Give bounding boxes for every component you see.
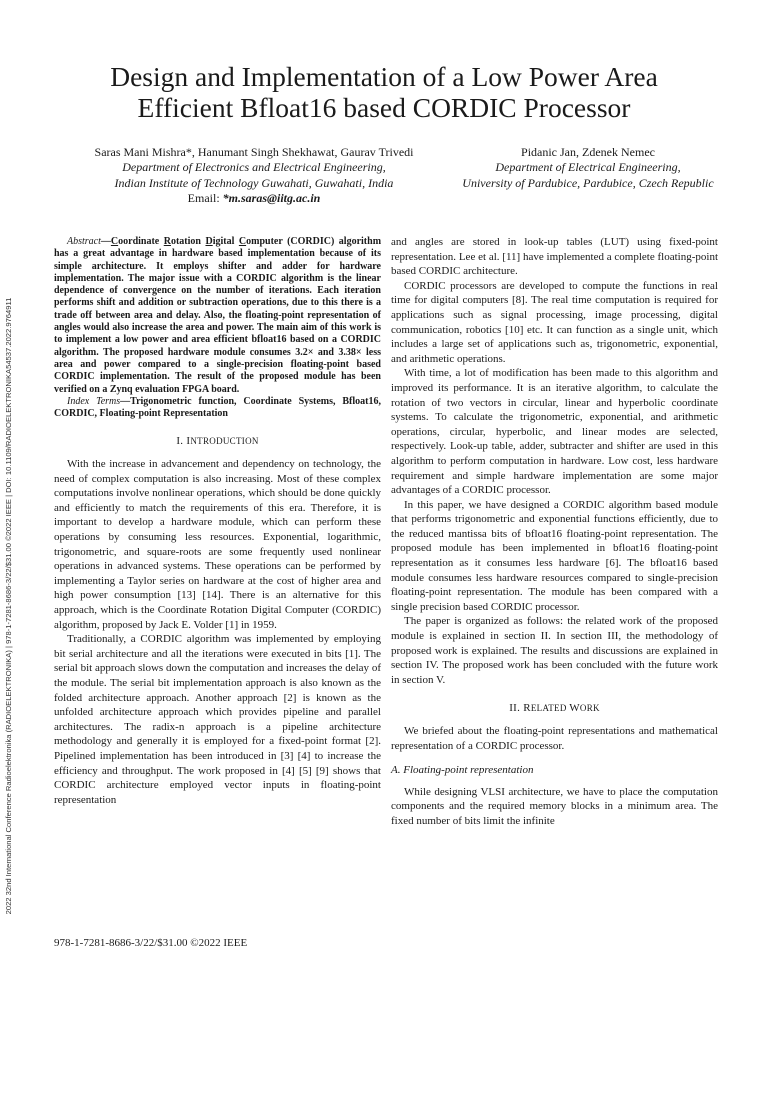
section-heading-introduction <box>54 434 381 449</box>
right-column <box>391 235 718 829</box>
heading-initial-r: R <box>523 702 531 715</box>
section-number: II. <box>509 702 524 715</box>
heading-rest-ork: ORK <box>579 703 600 714</box>
acronym-r: R <box>163 236 171 247</box>
affiliation-left <box>54 145 454 207</box>
email-line <box>54 191 454 206</box>
department-left: Department of Electronics and Electrical Engineering, <box>122 160 386 175</box>
heading-rest: NTRODUCTION <box>190 436 259 447</box>
email-label: Email: <box>187 191 223 206</box>
abstract-body: algorithm has a great advantage in hardware based implementation because of its simple architecture. It employs shifter and adder for hardware implementation. The major issue with a CORDIC algorithm is the linear dependence of convergence on the number of iterations. Each iteration performs shift and addition or subtraction operations, due to this there is a trade off between area and delay. Also, the floating-point representation of angles would also increase the area and power. The main aim of this work is to implement a low power and area efficient bfloat16 based on a CORDIC algorithm. The proposed hardware module consumes 3.2× and 3.38× less area and power compared to a single-precision floating-point based CORDIC implementation. The result of the proposed module has been verified on a Zynq evaluation FPGA board. <box>54 236 382 395</box>
right-paragraph-5: The paper is organized as follows: the related work of the proposed module is explained in section II. In section III, the methodology of proposed work is explained. The results and discussions are explained in section IV. The proposed work has been concluded with the future work in section V. <box>391 615 718 686</box>
left-column <box>54 236 381 807</box>
author-names-left: Saras Mani Mishra*, Hanumant Singh Shekhawat, Gaurav Trivedi <box>94 145 414 159</box>
institution-right: University of Pardubice, Pardubice, Czech Republic <box>462 175 714 190</box>
right-paragraph-3: With time, a lot of modification has been made to this algorithm and improved its performance. It is an iterative algorithm, to calculate the rotation of two vectors in circular, linear and hyperbolic coordinate systems. To calculate the trigonometric, exponential, and arithmetic operations, circular, hyperbolic, and linear modes are selected, respectively. Look-up table, adder, subtracter and shifter are used in this algorithm to perform computation in hardware. Low cost, less hardware requirement and simple hardware implementation are some major advantages of a CORDIC processor. <box>391 367 718 497</box>
floating-point-paragraph-1: While designing VLSI architecture, we have to place the computation components and the required memory blocks in a minimum area. The fixed number of bits limit the infinite <box>391 785 718 827</box>
acronym-c2: C <box>238 236 247 247</box>
department-right: Department of Electrical Engineering, <box>495 160 681 175</box>
index-terms <box>54 396 381 421</box>
author-names-right: Pidanic Jan, Zdenek Nemec <box>521 145 655 159</box>
acronym-d: D <box>205 236 213 247</box>
heading-initial: I <box>186 435 191 448</box>
abstract-lead: Abstract <box>67 236 101 247</box>
right-paragraph-1: and angles are stored in look-up tables (LUT) using fixed-point representation. Lee et al. [11] have implemented a complete floating-point based CORDIC architecture. <box>391 236 718 278</box>
abstract-dash: — <box>100 236 111 247</box>
acronym-otation: otation <box>170 236 206 247</box>
subsection-heading-floating-point: A. Floating-point representation <box>391 764 534 777</box>
section-heading-related-work <box>391 701 718 716</box>
institution-left: Indian Institute of Technology Guwahati, Guwahati, India <box>114 175 394 190</box>
index-terms-body: —Trigonometric function, Coordinate Systems, Bfloat16, CORDIC, Floating-point Representation <box>54 395 381 420</box>
acronym-omputer: omputer (CORDIC) <box>246 236 335 247</box>
intro-paragraph-1: With the increase in advancement and dependency on technology, the need of complex computation is also increasing. Most of these complex computations involve nonlinear operations, which should be done quickly and efficiently to match the requirements of this era. Therefore, it is important to develop a hardware module, which can perform these operations by consuming less resources. Exponential, logarithmic, trigonometric, and square-roots are some frequently used nonlinear operations in advanced systems. These operations can be performed by implementing a Taylor series on hardware at the cost of higher area and high power consumption [13] [14]. There is an alternative for this approach, which is the Coordinate Rotation Digital Computer (CORDIC) algorithm, proposed by Jack E. Volder [1] in 1959. <box>54 458 381 631</box>
intro-paragraph-2: Traditionally, a CORDIC algorithm was implemented by employing bit serial architecture and all the iterations were executed in bits [1]. The serial bit approach slows down the computation and increases the delay of the module. The serial bit implementation approach is also known as the folded architecture approach. Another approach [2] is known as the unfolded architecture approach which provides pipeline and parallel architectures. The radix-n approach is a pipeline architecture methodology and generally it is employed for a fixed-point format [2]. Pipelined implementation has been introduced in [3] [4] to increase the efficiency and throughput. The work proposed in [4] [5] [9] shows that CORDIC architecture employed vector inputs in floating-point representation <box>54 633 381 806</box>
abstract <box>54 236 381 396</box>
related-paragraph-1: We briefed about the floating-point representations and mathematical representation of a CORDIC processor. <box>391 725 718 752</box>
paper-title <box>40 61 728 123</box>
heading-rest-elated: ELATED <box>530 703 570 714</box>
heading-initial-w: W <box>569 702 580 715</box>
acronym-oordinate: oordinate <box>118 236 164 247</box>
side-margin-citation: 2022 32nd International Conference Radioelektronika (RADIOELEKTRONIKA) | 978-1-7281-8686-3/22/$31.00 ©2022 IEEE | DOI: 10.1109/RADIOELEKTRONIKA54537.2022.9764911 <box>4 297 13 915</box>
section-number: I. <box>176 435 187 448</box>
title-line-2: Efficient Bfloat16 based CORDIC Processor <box>137 92 631 123</box>
right-paragraph-2: CORDIC processors are developed to compute the functions in real time for digital computers [8]. The real time computation is required for applications such as signal processing, image processing, digital communication, robotics [10] etc. It can function as a single unit, which includes a large set of applications such as, trigonometric, exponential, and arithmetic operations. <box>391 279 718 365</box>
acronym-igital: igital <box>212 236 239 247</box>
right-paragraph-4: In this paper, we have designed a CORDIC algorithm based module that performs trigonometric and exponential functions efficiently, due to the reduced mantissa bits of bfloat16 floating-point representation. The proposed module has been implemented in bfloat16 floating-point representation as it consumes less hardware [6]. The bfloat16 based module consumes less hardware resources compared to single-precision floating-point representation. The module has been compared with a single precision based CORDIC processor. <box>391 498 718 613</box>
index-terms-lead: Index Terms <box>67 395 121 407</box>
title-line-1: Design and Implementation of a Low Power Area <box>110 61 658 92</box>
email-address: *m.saras@iitg.ac.in <box>222 191 321 206</box>
copyright-footer: 978-1-7281-8686-3/22/$31.00 ©2022 IEEE <box>54 937 248 949</box>
acronym-c: C <box>110 236 119 247</box>
affiliation-right <box>438 145 738 191</box>
